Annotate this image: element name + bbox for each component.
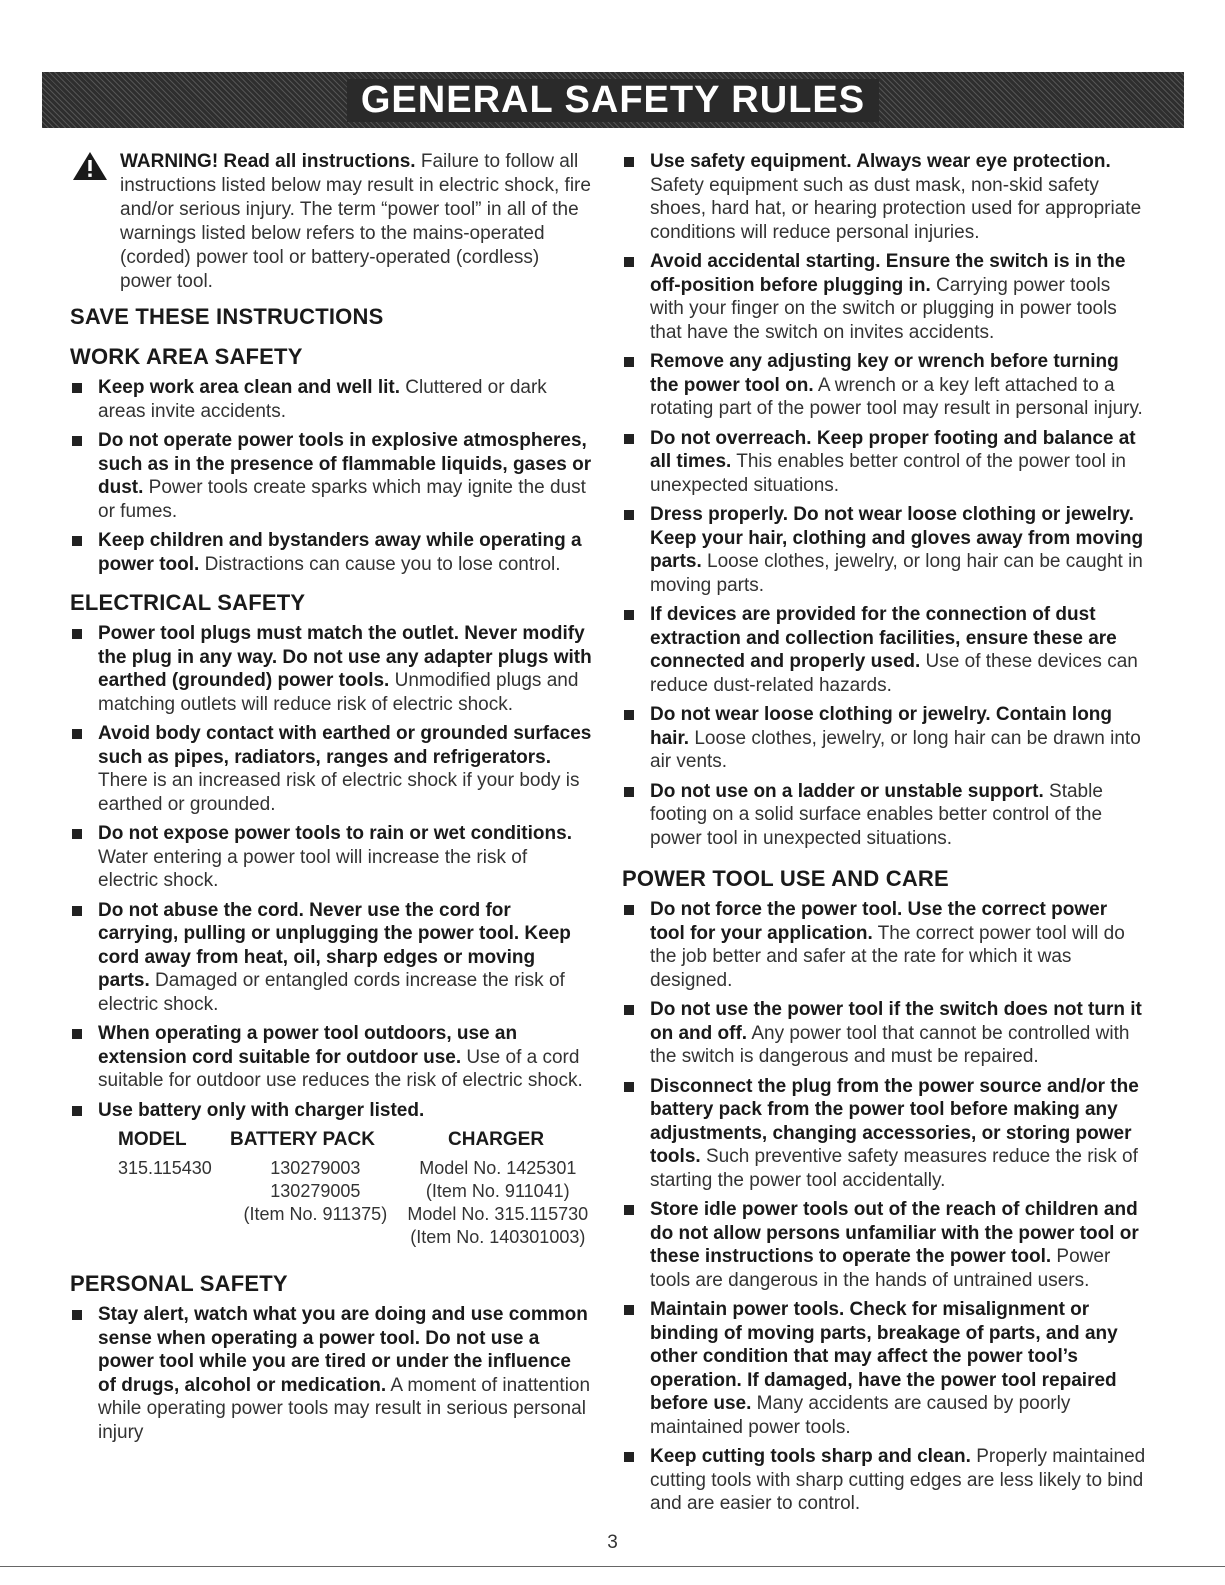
table-cell	[118, 1203, 227, 1226]
item-text: Any power tool that cannot be controlled with the switch is dangerous and must be repaired.	[650, 1022, 1130, 1067]
power-tool-heading: POWER TOOL USE AND CARE	[622, 866, 949, 891]
personal-list-continued	[622, 150, 1147, 850]
item-text: Many accidents are caused by poorly maintained power tools.	[650, 1393, 1071, 1438]
list-item	[622, 998, 1147, 1069]
page-number: 3	[607, 1532, 618, 1553]
item-text: Loose clothes, jewelry, or long hair can be caught in moving parts.	[650, 551, 1143, 596]
item-text: Properly maintained cutting tools with sharp cutting edges are less likely to bind and are easier to control.	[650, 1446, 1146, 1514]
list-item	[70, 722, 592, 816]
item-lead: Use battery only with charger listed.	[98, 1099, 425, 1121]
table-cell: (Item No. 911041)	[425, 1181, 570, 1201]
list-item	[70, 899, 592, 1017]
item-lead: Stay alert, watch what you are doing and use common sense when operating a power tool. Do not use a power tool while you are tired or under the influence of drugs, alcohol or medication.	[98, 1304, 588, 1396]
list-item	[70, 529, 592, 576]
list-item	[622, 1075, 1147, 1193]
header-model: MODEL	[118, 1129, 187, 1150]
item-lead: Do not overreach. Keep proper footing and balance at all times.	[650, 427, 1136, 472]
table-cell: Model No. 315.115730	[407, 1204, 589, 1224]
left-column	[70, 150, 592, 1450]
item-lead: Dress properly. Do not wear loose clothing or jewelry. Keep your hair, clothing and gloves away from moving parts.	[650, 504, 1144, 572]
item-lead: Avoid accidental starting. Ensure the switch is in the off-position before plugging in.	[650, 251, 1126, 296]
personal-list-start	[70, 1303, 592, 1444]
bullet-square-icon	[624, 610, 634, 620]
bullet-square-icon	[624, 787, 634, 797]
personal-heading: PERSONAL SAFETY	[70, 1271, 288, 1296]
item-text: There is an increased risk of electric shock if your body is earthed or grounded.	[98, 770, 580, 815]
bullet-square-icon	[72, 629, 82, 639]
power-tool-list	[622, 898, 1147, 1516]
table-header	[118, 1128, 592, 1151]
work-area-list	[70, 376, 592, 576]
bullet-square-icon	[624, 257, 634, 267]
bullet-square-icon	[72, 906, 82, 916]
list-item	[622, 250, 1147, 344]
table-row	[118, 1226, 592, 1249]
item-lead: Maintain power tools. Check for misalignment or binding of moving parts, breakage of parts, and any other condition that may affect the power tool’s operation. If damaged, have the power tool repaired before use.	[650, 1299, 1118, 1414]
list-item	[70, 822, 592, 893]
table-cell: 130279005	[270, 1181, 361, 1201]
table-cell	[118, 1226, 227, 1249]
electrical-heading: ELECTRICAL SAFETY	[70, 590, 306, 615]
item-lead: Do not abuse the cord. Never use the cord for carrying, pulling or unplugging the power tool. Keep cord away from heat, oil, sharp edges or moving parts.	[98, 899, 571, 991]
warning-lead: WARNING! Read all instructions.	[120, 151, 416, 172]
item-lead: Use safety equipment. Always wear eye protection.	[650, 151, 1111, 172]
bullet-square-icon	[624, 710, 634, 720]
item-lead: Do not use on a ladder or unstable support.	[650, 780, 1044, 802]
item-lead: Keep work area clean and well lit.	[98, 377, 401, 398]
table-row	[118, 1203, 592, 1226]
list-item	[70, 376, 592, 423]
list-item	[70, 1099, 592, 1123]
electrical-list	[70, 622, 592, 1122]
list-item	[70, 429, 592, 523]
page-bottom-divider	[0, 1566, 1225, 1567]
bullet-square-icon	[72, 1106, 82, 1116]
table-row	[118, 1157, 592, 1180]
list-item	[70, 622, 592, 716]
bullet-square-icon	[624, 1205, 634, 1215]
bullet-square-icon	[624, 905, 634, 915]
warning-triangle-icon	[72, 151, 108, 181]
bullet-square-icon	[624, 1452, 634, 1462]
item-text: Use of a cord suitable for outdoor use reduces the risk of electric shock.	[98, 1046, 583, 1091]
bullet-square-icon	[624, 510, 634, 520]
list-item	[70, 1303, 592, 1444]
bullet-square-icon	[72, 383, 82, 393]
item-lead: Do not wear loose clothing or jewelry. Contain long hair.	[650, 704, 1113, 749]
item-lead: Do not operate power tools in explosive atmospheres, such as in the presence of flammable liquids, gases or dust.	[98, 430, 592, 498]
bullet-square-icon	[624, 157, 634, 167]
list-item	[622, 1298, 1147, 1439]
bullet-square-icon	[624, 1005, 634, 1015]
item-lead: When operating a power tool outdoors, use an extension cord suitable for outdoor use.	[98, 1023, 518, 1068]
battery-charger-table	[118, 1128, 592, 1249]
bullet-square-icon	[72, 536, 82, 546]
item-text: Water entering a power tool will increase the risk of electric shock.	[98, 846, 528, 891]
table-cell	[227, 1226, 404, 1249]
item-lead: Remove any adjusting key or wrench before turning the power tool on.	[650, 351, 1119, 396]
bullet-square-icon	[624, 1082, 634, 1092]
item-lead: Keep cutting tools sharp and clean.	[650, 1446, 971, 1467]
item-lead: Power tool plugs must match the outlet. Never modify the plug in any way. Do not use any adapter plugs with earthed (grounded) power tools.	[98, 623, 592, 691]
list-item	[70, 1022, 592, 1093]
table-cell: 130279003	[270, 1158, 361, 1178]
table-row	[118, 1180, 592, 1203]
item-text: Stable footing on a solid surface enables better control of the power tool in unexpected situations.	[650, 780, 1103, 849]
item-text: Loose clothes, jewelry, or long hair can be drawn into air vents.	[650, 727, 1141, 772]
item-text: The correct power tool will do the job better and safer at the rate for which it was designed.	[650, 922, 1125, 991]
list-item	[622, 603, 1147, 697]
table-cell	[118, 1180, 227, 1203]
warning-block	[70, 150, 592, 294]
item-text: A moment of inattention while operating power tools may result in serious personal injury	[98, 1374, 591, 1443]
table-cell: Model No. 1425301	[419, 1158, 577, 1178]
list-item	[622, 350, 1147, 421]
item-text: Use of these devices can reduce dust-related hazards.	[650, 651, 1138, 696]
item-text: Unmodified plugs and matching outlets will reduce risk of electric shock.	[98, 670, 579, 715]
bullet-square-icon	[72, 436, 82, 446]
header-charger: CHARGER	[448, 1129, 545, 1150]
warning-text: Failure to follow all instructions listed below may result in electric shock, fire and/or serious injury. The term “power tool” in all of the warnings listed below refers to the mains-operated (corded) power tool or battery-operated (cordless) power tool.	[120, 151, 591, 292]
item-text: Power tools are dangerous in the hands of untrained users.	[650, 1246, 1111, 1291]
list-item	[622, 780, 1147, 851]
work-area-heading: WORK AREA SAFETY	[70, 344, 303, 369]
list-item	[622, 427, 1147, 498]
item-lead: Disconnect the plug from the power source and/or the battery pack from the power tool before making any adjustments, changing accessories, or storing power tools.	[650, 1075, 1139, 1167]
item-lead: Do not expose power tools to rain or wet conditions.	[98, 823, 572, 844]
item-lead: Keep children and bystanders away while operating a power tool.	[98, 530, 582, 575]
item-lead: Do not use the power tool if the switch does not turn it on and off.	[650, 999, 1142, 1044]
list-item	[622, 898, 1147, 992]
item-lead: Store idle power tools out of the reach of children and do not allow persons unfamiliar with the power tool or these instructions to operate the power tool.	[650, 1199, 1139, 1267]
bullet-square-icon	[72, 829, 82, 839]
title-banner	[42, 72, 1184, 128]
table-cell: (Item No. 911375)	[243, 1204, 388, 1224]
item-text: Power tools create sparks which may ignite the dust or fumes.	[98, 477, 586, 522]
item-text: This enables better control of the power tool in unexpected situations.	[650, 451, 1126, 496]
item-text: Damaged or entangled cords increase the risk of electric shock.	[98, 970, 565, 1015]
table-cell: 315.115430	[118, 1158, 212, 1178]
list-item	[622, 703, 1147, 774]
item-lead: Avoid body contact with earthed or grounded surfaces such as pipes, radiators, ranges and refrigerators.	[98, 723, 592, 768]
header-battery-pack: BATTERY PACK	[230, 1129, 375, 1150]
save-instructions-heading: SAVE THESE INSTRUCTIONS	[70, 304, 384, 329]
bullet-square-icon	[624, 434, 634, 444]
item-text: Cluttered or dark areas invite accidents.	[98, 377, 547, 422]
bullet-square-icon	[72, 1029, 82, 1039]
item-lead: If devices are provided for the connection of dust extraction and collection facilities, ensure these are connected and properly used.	[650, 604, 1117, 672]
table-cell: (Item No. 140301003)	[410, 1227, 586, 1247]
bullet-square-icon	[72, 729, 82, 739]
list-item	[622, 1445, 1147, 1516]
bullet-square-icon	[624, 1305, 634, 1315]
item-text: A wrench or a key left attached to a rotating part of the power tool may result in personal injury.	[650, 374, 1143, 419]
item-text: Such preventive safety measures reduce the risk of starting the power tool accidentally.	[650, 1146, 1138, 1191]
list-item	[622, 503, 1147, 597]
item-lead: Do not force the power tool. Use the correct power tool for your application.	[650, 899, 1108, 944]
item-text: Carrying power tools with your finger on the switch or plugging in power tools that have the switch on invites accidents.	[650, 274, 1117, 343]
bullet-square-icon	[624, 357, 634, 367]
list-item	[622, 150, 1147, 244]
list-item	[622, 1198, 1147, 1292]
right-column	[622, 150, 1147, 1522]
item-text: Safety equipment such as dust mask, non-skid safety shoes, hard hat, or hearing protection used for appropriate conditions will reduce personal injuries.	[650, 174, 1142, 243]
page-title: GENERAL SAFETY RULES	[347, 79, 879, 122]
item-text: Distractions can cause you to lose control.	[199, 553, 561, 575]
bullet-square-icon	[72, 1310, 82, 1320]
